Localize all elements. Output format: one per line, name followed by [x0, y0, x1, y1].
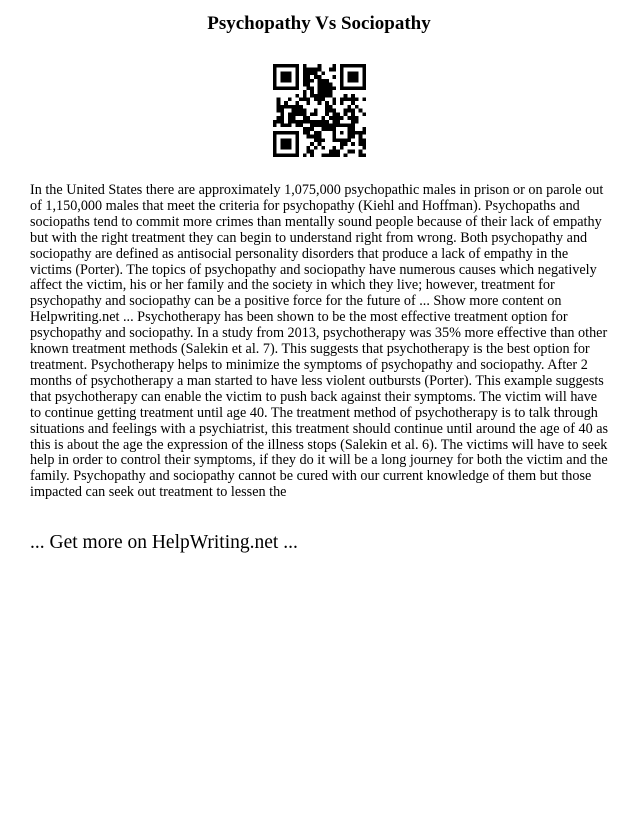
article-body: In the United States there are approximately 1,075,000 psychopathic males in prison or on parole out of 1,150,000 males that meet the criteria for psychopathy (Kiehl and Hoffman). Psychopaths and sociopaths tend to commit more crimes than mentally sound people because of their lack of empathy but with the right treatment they can begin to understand right from wrong. Both psychopathy and sociopathy are defined as antisocial personality disorders that produce a lack of empathy in the victims (Porter). The topics of psychopathy and sociopathy have numerous causes which negatively affect the victim, his or her family and the society in which they live; however, treatment for psychopathy and sociopathy can be a positive force for the future of ... Show more content on Helpwriting.net ... Psychotherapy has been shown to be the most effective treatment option for psychopathy and sociopathy. In a study from 2013, psychotherapy was 35% more effective than other known treatment methods (Salekin et al. 7). This suggests that psychotherapy is the best option for treatment. Psychotherapy helps to minimize the symptoms of psychopathy and sociopathy. After 2 months of psychotherapy a man started to have less violent outbursts (Porter). This example suggests that psychotherapy can enable the victim to push back against their symptoms. The victim will have to continue getting treatment until age 40. The treatment method of psychotherapy is to talk through situations and feelings with a psychiatrist, this treatment should continue until around the age of 40 as this is about the age the expression of the illness stops (Salekin et al. 6). The victims will have to seek help in order to control their symptoms, if they do it will be a long journey for both the victim and the family. Psychopathy and sociopathy cannot be cured with our current knowledge of them but those impacted can seek out treatment to lessen the	[30, 182, 609, 501]
get-more-link[interactable]: ... Get more on HelpWriting.net ...	[30, 532, 298, 553]
page-title: Psychopathy Vs Sociopathy	[207, 13, 431, 34]
qr-code-icon	[273, 64, 366, 157]
